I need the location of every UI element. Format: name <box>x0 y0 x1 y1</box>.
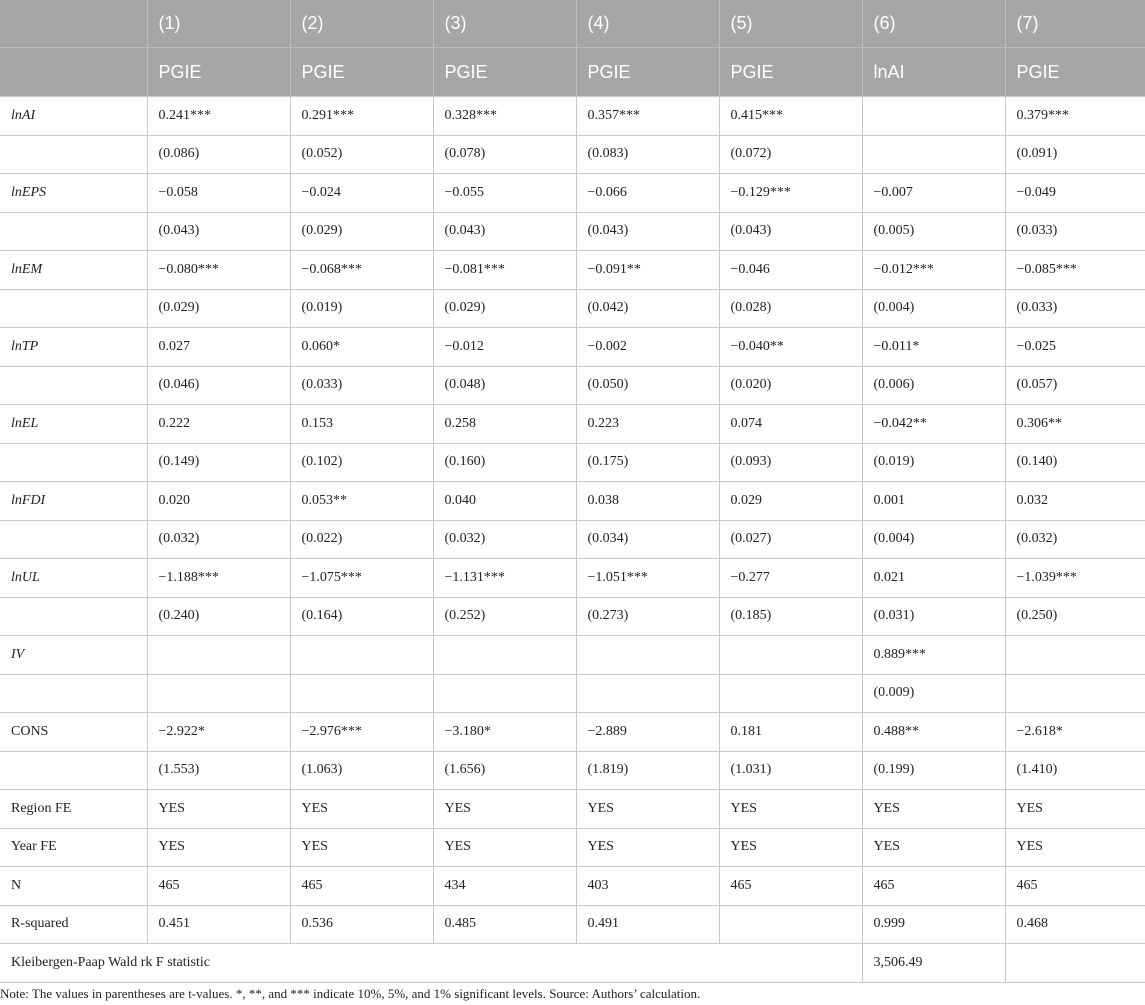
table-row <box>0 867 1145 906</box>
table-cell: (0.043) <box>719 212 862 251</box>
table-body <box>0 97 1145 983</box>
table-cell: −0.058 <box>147 174 290 213</box>
row-label <box>0 674 147 713</box>
header-row-dependent-variables <box>0 48 1145 97</box>
table-cell: 0.027 <box>147 328 290 367</box>
table-cell: (0.029) <box>147 289 290 328</box>
header-cell: PGIE <box>433 48 576 97</box>
table-cell: −0.049 <box>1005 174 1145 213</box>
table-cell: (1.553) <box>147 751 290 790</box>
table-cell: (0.034) <box>576 520 719 559</box>
table-cell: (0.019) <box>862 443 1005 482</box>
table-cell: 0.181 <box>719 713 862 752</box>
table-cell: (0.102) <box>290 443 433 482</box>
table-cell: 0.999 <box>862 905 1005 944</box>
table-cell: −0.081*** <box>433 251 576 290</box>
table-cell: 0.222 <box>147 405 290 444</box>
row-label <box>0 366 147 405</box>
table-row <box>0 482 1145 521</box>
table-cell: 465 <box>719 867 862 906</box>
table-cell: 0.889*** <box>862 636 1005 675</box>
table-cell: YES <box>576 828 719 867</box>
table-row <box>0 174 1145 213</box>
table-cell <box>433 636 576 675</box>
table-cell: (1.031) <box>719 751 862 790</box>
table-cell: YES <box>576 790 719 829</box>
row-label: lnEPS <box>0 174 147 213</box>
table-row <box>0 97 1145 136</box>
table-row <box>0 905 1145 944</box>
table-cell: (0.086) <box>147 135 290 174</box>
header-cell: (4) <box>576 0 719 48</box>
table-cell: 0.328*** <box>433 97 576 136</box>
table-cell: (0.160) <box>433 443 576 482</box>
row-label: lnFDI <box>0 482 147 521</box>
table-cell: YES <box>290 828 433 867</box>
header-cell: lnAI <box>862 48 1005 97</box>
table-cell: 0.357*** <box>576 97 719 136</box>
table-cell: (0.028) <box>719 289 862 328</box>
table-cell: 0.241*** <box>147 97 290 136</box>
table-cell: (1.819) <box>576 751 719 790</box>
table-cell: (0.050) <box>576 366 719 405</box>
table-cell: 0.021 <box>862 559 1005 598</box>
row-label <box>0 135 147 174</box>
table-cell: −1.188*** <box>147 559 290 598</box>
table-cell: −0.007 <box>862 174 1005 213</box>
table-cell: (0.032) <box>1005 520 1145 559</box>
table-cell: 0.153 <box>290 405 433 444</box>
table-cell: (0.164) <box>290 597 433 636</box>
table-cell: (0.240) <box>147 597 290 636</box>
table-cell: −2.922* <box>147 713 290 752</box>
table-cell: 0.020 <box>147 482 290 521</box>
row-label: lnTP <box>0 328 147 367</box>
table-row <box>0 713 1145 752</box>
table-row <box>0 559 1145 598</box>
table-cell: −1.039*** <box>1005 559 1145 598</box>
table-cell: (0.032) <box>433 520 576 559</box>
table-cell <box>862 97 1005 136</box>
table-cell: (0.042) <box>576 289 719 328</box>
row-label: Year FE <box>0 828 147 867</box>
header-cell: PGIE <box>576 48 719 97</box>
table-cell: (0.033) <box>1005 289 1145 328</box>
table-cell: −2.618* <box>1005 713 1145 752</box>
row-label <box>0 597 147 636</box>
header-cell: (3) <box>433 0 576 48</box>
table-cell: (0.043) <box>576 212 719 251</box>
table-cell: (0.004) <box>862 289 1005 328</box>
table-cell: −1.075*** <box>290 559 433 598</box>
table-cell: −0.277 <box>719 559 862 598</box>
table-cell: 434 <box>433 867 576 906</box>
table-row <box>0 251 1145 290</box>
table-row <box>0 751 1145 790</box>
table-cell: YES <box>719 828 862 867</box>
row-label: IV <box>0 636 147 675</box>
table-cell: 0.032 <box>1005 482 1145 521</box>
row-label: lnUL <box>0 559 147 598</box>
header-cell: PGIE <box>147 48 290 97</box>
table-cell: (0.029) <box>290 212 433 251</box>
header-cell: (6) <box>862 0 1005 48</box>
table-cell: YES <box>147 828 290 867</box>
table-cell: (0.022) <box>290 520 433 559</box>
table-row <box>0 289 1145 328</box>
table-cell: (0.140) <box>1005 443 1145 482</box>
table-cell: (0.005) <box>862 212 1005 251</box>
table-cell: (0.072) <box>719 135 862 174</box>
table-cell: −0.046 <box>719 251 862 290</box>
header-cell: (7) <box>1005 0 1145 48</box>
table-cell: (0.185) <box>719 597 862 636</box>
table-cell: (0.078) <box>433 135 576 174</box>
header-cell <box>0 48 147 97</box>
table-cell: YES <box>1005 828 1145 867</box>
table-cell: YES <box>433 828 576 867</box>
table-cell: 0.053** <box>290 482 433 521</box>
table-row <box>0 597 1145 636</box>
table-cell: 465 <box>1005 867 1145 906</box>
table-cell: 0.074 <box>719 405 862 444</box>
table-cell: 0.040 <box>433 482 576 521</box>
table-cell: 0.223 <box>576 405 719 444</box>
table-cell: −0.091** <box>576 251 719 290</box>
table-cell: 465 <box>290 867 433 906</box>
table-cell: YES <box>719 790 862 829</box>
table-cell: 0.488** <box>862 713 1005 752</box>
table-cell: 0.001 <box>862 482 1005 521</box>
table-cell: −2.976*** <box>290 713 433 752</box>
table-cell <box>719 905 862 944</box>
table-cell <box>576 636 719 675</box>
table-cell: YES <box>433 790 576 829</box>
table-cell: −0.024 <box>290 174 433 213</box>
table-cell: −0.068*** <box>290 251 433 290</box>
table-cell: (0.273) <box>576 597 719 636</box>
table-cell: (0.006) <box>862 366 1005 405</box>
table-row <box>0 674 1145 713</box>
table-cell <box>1005 636 1145 675</box>
table-cell <box>290 636 433 675</box>
header-cell: PGIE <box>719 48 862 97</box>
header-cell: PGIE <box>290 48 433 97</box>
table-cell: −2.889 <box>576 713 719 752</box>
table-cell <box>290 674 433 713</box>
table-cell: (0.033) <box>1005 212 1145 251</box>
table-cell <box>719 636 862 675</box>
table-cell: 0.306** <box>1005 405 1145 444</box>
table-cell <box>576 674 719 713</box>
table-cell: 0.060* <box>290 328 433 367</box>
table-cell: −1.131*** <box>433 559 576 598</box>
row-label: N <box>0 867 147 906</box>
table-cell: (0.020) <box>719 366 862 405</box>
table-cell: (0.199) <box>862 751 1005 790</box>
table-cell: −0.066 <box>576 174 719 213</box>
table-cell: −0.012 <box>433 328 576 367</box>
table-row <box>0 135 1145 174</box>
table-cell: −0.055 <box>433 174 576 213</box>
table-cell: −3.180* <box>433 713 576 752</box>
table-cell: YES <box>862 790 1005 829</box>
table-row <box>0 520 1145 559</box>
table-cell: −0.002 <box>576 328 719 367</box>
table-cell: 0.029 <box>719 482 862 521</box>
kp-statistic-value <box>1005 944 1145 983</box>
header-cell: (1) <box>147 0 290 48</box>
table-row <box>0 405 1145 444</box>
table-cell: YES <box>147 790 290 829</box>
table-cell: −0.011* <box>862 328 1005 367</box>
table-cell: 0.485 <box>433 905 576 944</box>
table-row <box>0 212 1145 251</box>
table-cell: (0.031) <box>862 597 1005 636</box>
table-cell: (0.093) <box>719 443 862 482</box>
table-row <box>0 944 1145 983</box>
table-cell: YES <box>1005 790 1145 829</box>
table-row <box>0 828 1145 867</box>
header-row-column-numbers <box>0 0 1145 48</box>
row-label <box>0 751 147 790</box>
table-cell: (0.057) <box>1005 366 1145 405</box>
table-cell <box>147 636 290 675</box>
table-cell: (0.009) <box>862 674 1005 713</box>
table-cell: (0.029) <box>433 289 576 328</box>
table-cell: (0.250) <box>1005 597 1145 636</box>
row-label: CONS <box>0 713 147 752</box>
row-label <box>0 212 147 251</box>
table-cell: (0.046) <box>147 366 290 405</box>
table-cell: −0.040** <box>719 328 862 367</box>
table-cell: (0.004) <box>862 520 1005 559</box>
table-cell: (0.052) <box>290 135 433 174</box>
table-cell: −1.051*** <box>576 559 719 598</box>
table-cell <box>1005 674 1145 713</box>
table-row <box>0 366 1145 405</box>
table-cell <box>862 135 1005 174</box>
kp-statistic-value: 3,506.49 <box>862 944 1005 983</box>
table-cell <box>719 674 862 713</box>
table-cell: (1.656) <box>433 751 576 790</box>
table-cell: −0.025 <box>1005 328 1145 367</box>
row-label: lnAI <box>0 97 147 136</box>
header-cell: PGIE <box>1005 48 1145 97</box>
table-cell: (0.019) <box>290 289 433 328</box>
table-cell: (0.083) <box>576 135 719 174</box>
table-cell: 0.379*** <box>1005 97 1145 136</box>
table-cell: −0.080*** <box>147 251 290 290</box>
table-cell: 0.491 <box>576 905 719 944</box>
table-row <box>0 790 1145 829</box>
table-cell: (0.033) <box>290 366 433 405</box>
table-note: Note: The values in parentheses are t-values. *, **, and *** indicate 10%, 5%, and 1% significant levels. Source: Authors’ calculation. <box>0 986 701 1001</box>
table-cell: 403 <box>576 867 719 906</box>
table-cell: (0.149) <box>147 443 290 482</box>
table-cell: 0.291*** <box>290 97 433 136</box>
kp-statistic-label: Kleibergen-Paap Wald rk F statistic <box>0 944 862 983</box>
table-cell: −0.012*** <box>862 251 1005 290</box>
table-cell <box>433 674 576 713</box>
table-cell: (0.043) <box>147 212 290 251</box>
table-cell: YES <box>862 828 1005 867</box>
table-cell: (0.175) <box>576 443 719 482</box>
table-cell <box>147 674 290 713</box>
table-cell: (0.027) <box>719 520 862 559</box>
header-cell <box>0 0 147 48</box>
row-label: lnEL <box>0 405 147 444</box>
table-cell: (0.091) <box>1005 135 1145 174</box>
table-row <box>0 636 1145 675</box>
header-cell: (2) <box>290 0 433 48</box>
row-label: lnEM <box>0 251 147 290</box>
table-cell: 0.468 <box>1005 905 1145 944</box>
table-cell: (1.410) <box>1005 751 1145 790</box>
table-cell: −0.085*** <box>1005 251 1145 290</box>
table-cell: 0.536 <box>290 905 433 944</box>
table-row <box>0 443 1145 482</box>
row-label <box>0 443 147 482</box>
table-cell: −0.129*** <box>719 174 862 213</box>
table-cell: 0.415*** <box>719 97 862 136</box>
row-label <box>0 289 147 328</box>
table-cell: 465 <box>862 867 1005 906</box>
header-cell: (5) <box>719 0 862 48</box>
table-cell: 0.258 <box>433 405 576 444</box>
table-cell: 0.451 <box>147 905 290 944</box>
row-label: R-squared <box>0 905 147 944</box>
table-cell: (0.252) <box>433 597 576 636</box>
table-cell: YES <box>290 790 433 829</box>
table-row <box>0 328 1145 367</box>
table-cell: 465 <box>147 867 290 906</box>
table-cell: (0.032) <box>147 520 290 559</box>
table-cell: (0.048) <box>433 366 576 405</box>
table-cell: (1.063) <box>290 751 433 790</box>
row-label: Region FE <box>0 790 147 829</box>
row-label <box>0 520 147 559</box>
table-cell: −0.042** <box>862 405 1005 444</box>
table-cell: 0.038 <box>576 482 719 521</box>
table-cell: (0.043) <box>433 212 576 251</box>
